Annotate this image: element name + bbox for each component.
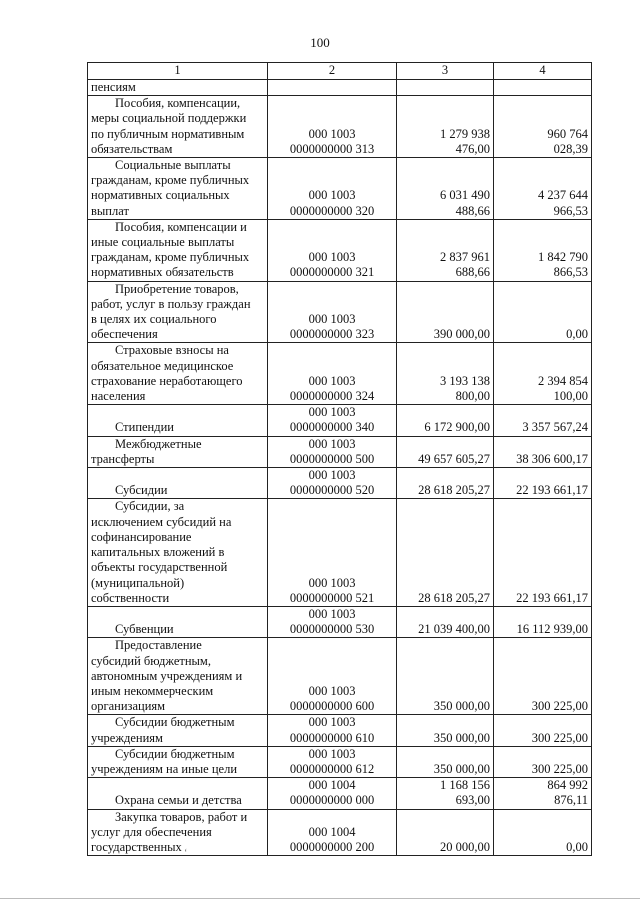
executed-amount-line: 2 394 854 — [538, 373, 588, 388]
planned-amount-line: 693,00 — [455, 793, 490, 808]
column-header-4: 4 — [494, 63, 592, 80]
planned-amount-cell — [397, 96, 494, 158]
planned-amount-line: 28 618 205,27 — [418, 483, 490, 498]
table-row — [88, 80, 592, 96]
item-name-line: населения — [91, 389, 146, 404]
executed-amount-line: 876,11 — [554, 793, 588, 808]
planned-amount-cell — [397, 606, 494, 637]
code-line: 0000000000 321 — [289, 265, 375, 280]
item-name-line: Пособия, компенсации и — [115, 219, 247, 234]
item-name-line: нормативных обязательств — [91, 265, 234, 280]
item-name-line: нормативных социальных — [91, 188, 230, 203]
executed-amount-line: 864 992 — [547, 778, 588, 793]
item-name-cell — [88, 468, 268, 499]
item-name-line: иным некоммерческим — [91, 683, 214, 698]
item-name-line: меры социальной поддержки — [91, 111, 247, 126]
code-line: 000 1003 — [308, 188, 356, 203]
code-line: 000 1004 — [308, 824, 356, 839]
code-cell — [268, 715, 397, 746]
planned-amount-line: 488,66 — [455, 203, 490, 218]
code-line: 000 1003 — [308, 312, 356, 327]
code-cell — [268, 468, 397, 499]
item-name-line: учреждениям на иные цели — [91, 761, 238, 776]
executed-amount-cell — [494, 405, 592, 436]
executed-amount-cell — [494, 468, 592, 499]
planned-amount-line: 350 000,00 — [433, 730, 490, 745]
executed-amount-cell — [494, 778, 592, 809]
planned-amount-line: 3 193 138 — [440, 373, 490, 388]
item-name-cell — [88, 219, 268, 281]
item-name-line: Субсидии бюджетным — [115, 746, 235, 761]
executed-amount-cell — [494, 219, 592, 281]
planned-amount-cell — [397, 746, 494, 777]
table-row — [88, 638, 592, 715]
code-line: 0000000000 320 — [289, 203, 375, 218]
code-line: 000 1003 — [308, 468, 356, 483]
planned-amount-line: 390 000,00 — [433, 327, 490, 342]
item-name-line: Субсидии, за — [115, 499, 185, 514]
code-cell — [268, 405, 397, 436]
code-line: 000 1003 — [308, 405, 356, 420]
executed-amount-cell — [494, 343, 592, 405]
code-line: 0000000000 200 — [289, 839, 375, 854]
item-name-cell — [88, 343, 268, 405]
item-name-cell — [88, 436, 268, 467]
item-name-line: пенсиям — [91, 80, 136, 94]
planned-amount-cell — [397, 405, 494, 436]
item-name-line: Субсидии — [115, 483, 168, 498]
planned-amount-cell — [397, 436, 494, 467]
planned-amount-line: 2 837 961 — [440, 250, 490, 265]
code-cell — [268, 158, 397, 220]
item-name-line: (муниципальной) — [91, 575, 185, 590]
item-name-line: иные социальные выплаты — [91, 235, 235, 250]
item-name-line: обеспечения — [91, 327, 158, 342]
item-name-line: Субвенции — [115, 622, 174, 637]
table-row — [88, 468, 592, 499]
planned-amount-cell — [397, 499, 494, 606]
code-cell — [268, 499, 397, 606]
executed-amount-cell — [494, 638, 592, 715]
column-header-3: 3 — [397, 63, 494, 80]
executed-amount-line: 100,00 — [553, 389, 588, 404]
code-line: 0000000000 313 — [289, 141, 375, 156]
executed-amount-line: 38 306 600,17 — [516, 451, 588, 466]
planned-amount-cell — [397, 343, 494, 405]
table-row — [88, 96, 592, 158]
page-number: 100 — [310, 35, 330, 50]
table-row — [88, 436, 592, 467]
executed-amount-line: 300 225,00 — [531, 761, 588, 776]
item-name-cell — [88, 715, 268, 746]
table-row — [88, 405, 592, 436]
item-name-line: работ, услуг в пользу граждан — [91, 296, 251, 311]
code-cell — [268, 746, 397, 777]
planned-amount-line: 49 657 605,27 — [418, 451, 490, 466]
executed-amount-line: 1 842 790 — [538, 250, 588, 265]
item-name-cell — [88, 96, 268, 158]
planned-amount-line: 21 039 400,00 — [418, 622, 490, 637]
code-line: 0000000000 610 — [289, 730, 375, 745]
item-name-line: капитальных вложений в — [91, 545, 225, 560]
table-row — [88, 343, 592, 405]
item-name-cell — [88, 809, 268, 856]
item-name-line: объекты государственной — [91, 560, 228, 575]
planned-amount-cell — [397, 638, 494, 715]
code-line: 000 1003 — [308, 746, 356, 761]
item-name-line: субсидий бюджетным, — [91, 653, 211, 668]
executed-amount-cell — [494, 606, 592, 637]
code-line: 0000000000 600 — [289, 699, 375, 714]
planned-amount-line: 476,00 — [455, 141, 490, 156]
planned-amount-cell — [397, 809, 494, 856]
item-name-line: выплат — [91, 203, 129, 218]
executed-amount-line: 866,53 — [553, 265, 588, 280]
code-line: 000 1003 — [308, 683, 356, 698]
item-name-line: автономным учреждениям и — [91, 668, 243, 683]
planned-amount-cell — [397, 158, 494, 220]
code-line: 0000000000 520 — [289, 483, 375, 498]
planned-amount-cell — [397, 715, 494, 746]
table-body — [88, 80, 592, 856]
code-line: 000 1003 — [308, 606, 356, 621]
item-name-line: Страховые взносы на — [115, 343, 229, 358]
table-row — [88, 778, 592, 809]
item-name-cell — [88, 405, 268, 436]
item-name-line: страхование неработающего — [91, 373, 243, 388]
table-row — [88, 281, 592, 343]
item-name-cell — [88, 158, 268, 220]
executed-amount-line: 960 764 — [547, 126, 588, 141]
item-name-cell — [88, 638, 268, 715]
code-cell — [268, 436, 397, 467]
item-name-line: Приобретение товаров, — [115, 281, 239, 296]
code-line: 000 1003 — [308, 373, 356, 388]
item-name-line: Межбюджетные — [115, 436, 202, 451]
item-name-line: Пособия, компенсации, — [115, 96, 241, 111]
table-row — [88, 606, 592, 637]
planned-amount-line: 6 172 900,00 — [424, 420, 490, 435]
executed-amount-line: 0,00 — [566, 839, 588, 854]
executed-amount-line: 0,00 — [566, 327, 588, 342]
item-name-line: собственности — [91, 590, 170, 605]
code-cell — [268, 219, 397, 281]
planned-amount-line: 20 000,00 — [440, 839, 490, 854]
code-line: 0000000000 323 — [289, 327, 375, 342]
item-name-cell — [88, 778, 268, 809]
executed-amount-line: 3 357 567,24 — [522, 420, 588, 435]
table-header-row — [88, 63, 592, 80]
executed-amount-line: 300 225,00 — [531, 699, 588, 714]
item-name-line: софинансирование — [91, 529, 192, 544]
planned-amount-cell — [397, 281, 494, 343]
item-name-line: Закупка товаров, работ и — [115, 809, 248, 824]
table-row — [88, 746, 592, 777]
planned-amount-line: 350 000,00 — [433, 699, 490, 714]
planned-amount-line: 28 618 205,27 — [418, 590, 490, 605]
code-cell — [268, 343, 397, 405]
executed-amount-cell — [494, 96, 592, 158]
item-name-cell — [88, 746, 268, 777]
item-name-line: Стипендии — [115, 420, 174, 435]
code-cell — [268, 606, 397, 637]
planned-amount-cell — [397, 468, 494, 499]
code-cell — [268, 80, 397, 96]
code-cell — [268, 638, 397, 715]
planned-amount-line: 350 000,00 — [433, 761, 490, 776]
item-name-line: организациям — [91, 699, 166, 714]
planned-amount-line: 688,66 — [455, 265, 490, 280]
code-cell — [268, 809, 397, 856]
item-name-line: учреждениям — [91, 730, 163, 745]
item-name-line: обязательствам — [91, 141, 173, 156]
executed-amount-cell — [494, 281, 592, 343]
code-line: 0000000000 340 — [289, 420, 375, 435]
column-header-1: 1 — [88, 63, 268, 80]
code-line: 000 1003 — [308, 436, 356, 451]
executed-amount-line: 028,39 — [553, 141, 588, 156]
code-line: 0000000000 530 — [289, 622, 375, 637]
item-name-line: трансферты — [91, 451, 155, 466]
item-name-line: Субсидии бюджетным — [115, 715, 235, 730]
item-name-line: гражданам, кроме публичных — [91, 173, 250, 188]
code-line: 0000000000 521 — [289, 590, 375, 605]
table-row — [88, 158, 592, 220]
item-name-line: гражданам, кроме публичных — [91, 250, 250, 265]
table-row — [88, 715, 592, 746]
planned-amount-line: 1 168 156 — [440, 778, 490, 793]
code-line: 000 1003 — [308, 715, 356, 730]
table-row — [88, 219, 592, 281]
executed-amount-line: 966,53 — [553, 203, 588, 218]
item-name-cell — [88, 281, 268, 343]
executed-amount-cell — [494, 80, 592, 96]
planned-amount-line: 800,00 — [455, 389, 490, 404]
executed-amount-cell — [494, 436, 592, 467]
executed-amount-line: 16 112 939,00 — [516, 622, 588, 637]
code-line: 0000000000 500 — [289, 451, 375, 466]
item-name-line: Охрана семьи и детства — [115, 793, 242, 808]
executed-amount-cell — [494, 715, 592, 746]
item-name-line: Социальные выплаты — [115, 158, 231, 173]
planned-amount-line: 6 031 490 — [440, 188, 490, 203]
executed-amount-cell — [494, 746, 592, 777]
bottom-rule — [0, 898, 640, 899]
item-name-line: Предоставление — [115, 638, 202, 653]
code-line: 000 1004 — [308, 778, 356, 793]
table-row — [88, 809, 592, 856]
code-cell — [268, 778, 397, 809]
code-line: 0000000000 000 — [289, 793, 375, 808]
code-line: 000 1003 — [308, 126, 356, 141]
item-name-line: обязательное медицинское — [91, 358, 234, 373]
executed-amount-line: 4 237 644 — [538, 188, 588, 203]
executed-amount-line: 300 225,00 — [531, 730, 588, 745]
column-header-2: 2 — [268, 63, 397, 80]
executed-amount-cell — [494, 158, 592, 220]
code-cell — [268, 281, 397, 343]
executed-amount-cell — [494, 499, 592, 606]
planned-amount-cell — [397, 778, 494, 809]
planned-amount-line: 1 279 938 — [440, 126, 490, 141]
code-line: 0000000000 612 — [289, 761, 375, 776]
executed-amount-line: 22 193 661,17 — [516, 590, 588, 605]
item-name-line: услуг для обеспечения — [91, 824, 212, 839]
code-line: 0000000000 324 — [289, 389, 375, 404]
item-name-line: исключением субсидий на — [91, 514, 232, 529]
planned-amount-cell — [397, 80, 494, 96]
item-name-cell — [88, 80, 268, 96]
item-name-line: государственных — [91, 839, 182, 854]
item-name-line: в целях их социального — [91, 312, 217, 327]
item-name-cell — [88, 606, 268, 637]
budget-table — [87, 62, 592, 856]
planned-amount-cell — [397, 219, 494, 281]
executed-amount-cell — [494, 809, 592, 856]
code-cell — [268, 96, 397, 158]
scan-mark: ‘ — [184, 848, 188, 859]
code-line: 000 1003 — [308, 575, 356, 590]
table-row — [88, 499, 592, 606]
executed-amount-line: 22 193 661,17 — [516, 483, 588, 498]
code-line: 000 1003 — [308, 250, 356, 265]
item-name-cell — [88, 499, 268, 606]
item-name-line: по публичным нормативным — [91, 126, 245, 141]
